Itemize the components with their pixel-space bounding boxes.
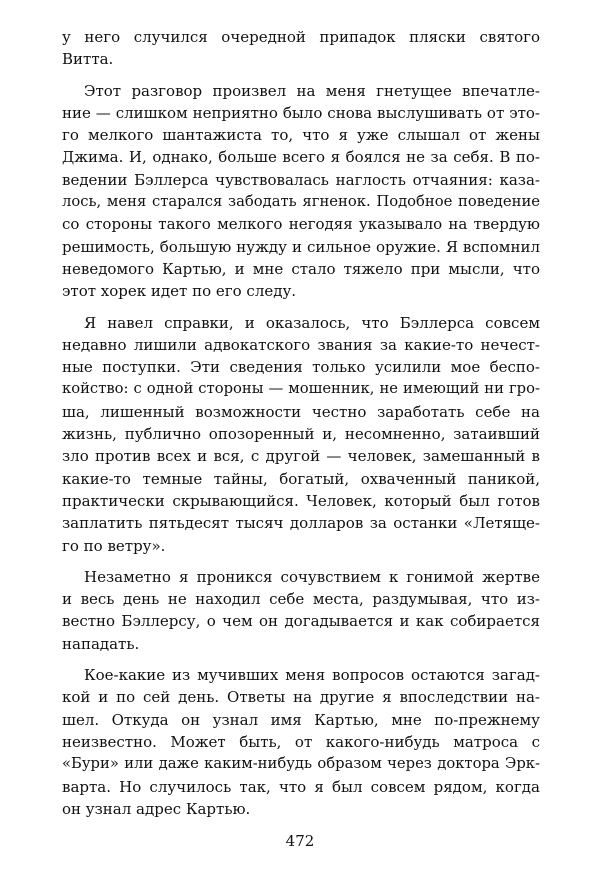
text-line: этот хорек идет по его следу. bbox=[62, 282, 297, 301]
book-page-text bbox=[62, 26, 540, 826]
text-line: го по ветру». bbox=[62, 536, 166, 555]
text-line: лось, меня старался забодать ягненок. Подобное поведение bbox=[62, 193, 540, 211]
text-line: Незаметно я проникся сочувствием к гонимой жертве bbox=[84, 567, 540, 586]
text-line: варта. Но случилось так, что я был совсем рядом, когда bbox=[62, 777, 540, 796]
paragraph-1 bbox=[62, 26, 540, 71]
text-line: ведении Бэллерса чувствовалась наглость отчаяния: каза- bbox=[62, 170, 540, 189]
text-line: жизнь, публично опозоренный и, несомненно, затаивший bbox=[62, 425, 540, 444]
text-line: неизвестно. Может быть, от какого-нибудь матроса с bbox=[62, 732, 540, 751]
text-line: ние — слишком неприятно было снова выслушивать от это- bbox=[62, 103, 540, 122]
paragraph-4 bbox=[62, 566, 540, 655]
text-line: со стороны такого мелкого негодяя указывало на твердую bbox=[62, 215, 540, 234]
text-line: «Бури» или даже каким-нибудь образом через доктора Эрк- bbox=[62, 755, 540, 773]
text-line: Джима. И, однако, больше всего я боялся не за себя. В по- bbox=[62, 148, 540, 167]
text-line: Витта. bbox=[62, 50, 114, 69]
text-line: кой и по сей день. Ответы на другие я впоследствии на- bbox=[62, 688, 540, 707]
page-number: 472 bbox=[285, 832, 315, 850]
text-line: практически скрывающийся. Человек, который был готов bbox=[62, 491, 540, 510]
text-line: койство: с одной стороны — мошенник, не имеющий ни гро- bbox=[62, 380, 540, 398]
text-line: зло против всех и вся, с другой — человек, замешанный в bbox=[62, 447, 540, 466]
text-line: у него случился очередной припадок пляски святого bbox=[62, 28, 540, 46]
text-line: и весь день не находил себе места, раздумывая, что из- bbox=[62, 590, 540, 609]
text-line: недавно лишили адвокатского звания за какие-то нечест- bbox=[62, 335, 540, 354]
text-line: решимость, большую нужду и сильное оружие. Я вспомнил bbox=[62, 237, 540, 256]
text-line: го мелкого шантажиста то, что я уже слышал от жены bbox=[62, 126, 540, 145]
text-line: заплатить пятьдесят тысяч долларов за останки «Летяще- bbox=[62, 514, 540, 533]
text-line: шел. Откуда он узнал имя Картью, мне по-прежнему bbox=[62, 710, 540, 729]
text-line: Кое-какие из мучивших меня вопросов остаются загад- bbox=[84, 666, 540, 685]
text-line: какие-то темные тайны, богатый, охваченный паникой, bbox=[62, 469, 540, 488]
text-line: ные поступки. Эти сведения только усилили мое беспо- bbox=[62, 358, 540, 377]
paragraph-2 bbox=[62, 80, 540, 303]
text-line: он узнал адрес Картью. bbox=[62, 799, 251, 818]
text-line: ша, лишенный возможности честно заработать себе на bbox=[62, 402, 540, 421]
text-line: вестно Бэллерсу, о чем он догадывается и как собирается bbox=[62, 612, 540, 631]
text-line: неведомого Картью, и мне стало тяжело при мысли, что bbox=[62, 259, 540, 278]
paragraph-3 bbox=[62, 312, 540, 557]
text-line: нападать. bbox=[62, 634, 140, 653]
text-line: Этот разговор произвел на меня гнетущее впечатле- bbox=[84, 81, 540, 100]
text-line: Я навел справки, и оказалось, что Бэллерса совсем bbox=[84, 313, 540, 332]
paragraph-5 bbox=[62, 664, 540, 820]
